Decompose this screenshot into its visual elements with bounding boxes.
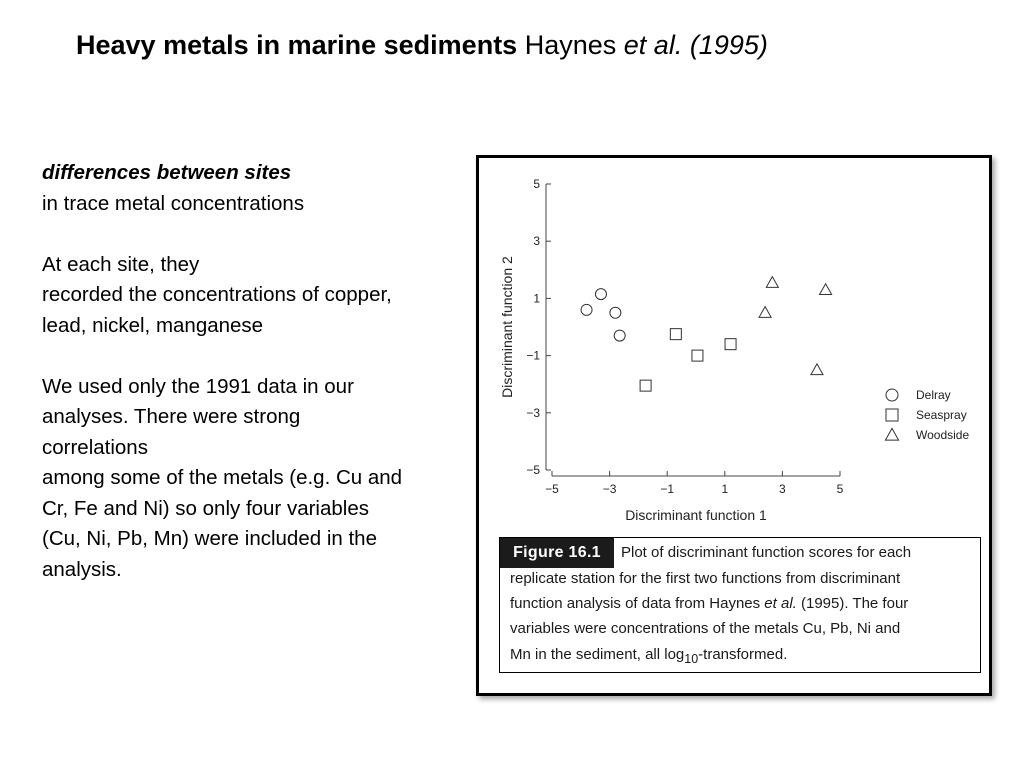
body-line-4: lead, nickel, manganese bbox=[42, 313, 264, 337]
caption-line-2: replicate station for the first two functions from discriminant bbox=[510, 570, 901, 587]
x-tick-label: −3 bbox=[602, 482, 617, 496]
delray-point bbox=[610, 307, 621, 318]
body-line-5: We used only the 1991 data in our bbox=[42, 374, 354, 398]
figure-caption bbox=[499, 537, 981, 673]
x-axis-label: Discriminant function 1 bbox=[625, 507, 767, 523]
caption-line-3 bbox=[510, 595, 908, 612]
y-tick-label: −1 bbox=[526, 348, 540, 363]
body-line-6: analyses. There were strong bbox=[42, 405, 301, 428]
caption-line-4: variables were concentrations of the metals Cu, Pb, Ni and bbox=[510, 620, 901, 637]
seaspray-point bbox=[640, 380, 651, 391]
title-author: Haynes bbox=[524, 30, 617, 60]
body-heading: differences between sites bbox=[42, 161, 292, 184]
y-tick-label: −3 bbox=[526, 405, 540, 420]
woodside-point bbox=[820, 284, 832, 295]
x-tick-label: −1 bbox=[660, 482, 675, 496]
delray-point bbox=[614, 330, 625, 341]
woodside-point bbox=[811, 364, 823, 375]
discriminant-scatter-chart bbox=[479, 158, 989, 533]
seaspray-point bbox=[725, 339, 736, 350]
y-tick-label: −5 bbox=[526, 463, 540, 477]
legend-woodside-label: Woodside bbox=[916, 428, 970, 442]
x-tick-label: 5 bbox=[836, 482, 844, 496]
caption-line-1: Plot of discriminant function scores for each bbox=[621, 544, 912, 561]
legend-seaspray-label: Seaspray bbox=[916, 408, 967, 422]
caption-line-5a: Mn in the sediment, all log bbox=[510, 646, 685, 663]
y-tick-label: 3 bbox=[533, 234, 540, 249]
body-line-1: in trace metal concentrations bbox=[42, 191, 305, 215]
woodside-point bbox=[759, 307, 771, 318]
body-text bbox=[42, 158, 462, 585]
legend-woodside-marker bbox=[885, 428, 898, 440]
body-line-8: among some of the metals (e.g. Cu and bbox=[42, 466, 403, 489]
figure-frame bbox=[476, 155, 992, 696]
seaspray-point bbox=[692, 350, 703, 361]
legend-delray-marker bbox=[886, 389, 898, 401]
seaspray-point bbox=[670, 329, 681, 340]
body-line-7: correlations bbox=[42, 435, 148, 459]
body-line-9: Cr, Fe and Ni) so only four variables bbox=[42, 496, 369, 520]
body-line-2: At each site, they bbox=[42, 252, 200, 276]
delray-point bbox=[581, 304, 592, 315]
caption-line-5 bbox=[510, 646, 787, 666]
caption-line-5-subscript: 10 bbox=[684, 652, 699, 666]
body-line-3: recorded the concentrations of copper, bbox=[42, 283, 392, 306]
title-main: Heavy metals in marine sediments bbox=[76, 30, 518, 60]
woodside-point bbox=[766, 277, 778, 288]
body-line-10: (Cu, Ni, Pb, Mn) were included in the bbox=[42, 527, 377, 550]
caption-line-5b: -transformed. bbox=[698, 646, 788, 663]
y-tick-label: 5 bbox=[533, 177, 540, 191]
x-tick-label: −5 bbox=[545, 482, 559, 496]
paragraph-gap bbox=[42, 341, 462, 372]
title-citation: et al. (1995) bbox=[623, 30, 768, 60]
caption-line-3a: function analysis of data from Haynes bbox=[510, 595, 765, 612]
x-tick-label: 3 bbox=[779, 482, 786, 496]
legend-seaspray-marker bbox=[886, 409, 898, 421]
caption-label: Figure 16.1 bbox=[500, 538, 614, 568]
caption-line-3b: et al. bbox=[764, 595, 797, 612]
caption-line-3c: (1995). The four bbox=[796, 595, 909, 612]
y-tick-label: 1 bbox=[533, 291, 540, 306]
x-tick-label: 1 bbox=[721, 482, 729, 496]
paragraph-gap bbox=[42, 219, 462, 250]
slide-title bbox=[76, 30, 768, 61]
delray-point bbox=[595, 289, 606, 300]
y-axis-label: Discriminant function 2 bbox=[499, 256, 515, 398]
body-line-11: analysis. bbox=[42, 557, 122, 581]
legend-delray-label: Delray bbox=[916, 388, 951, 402]
